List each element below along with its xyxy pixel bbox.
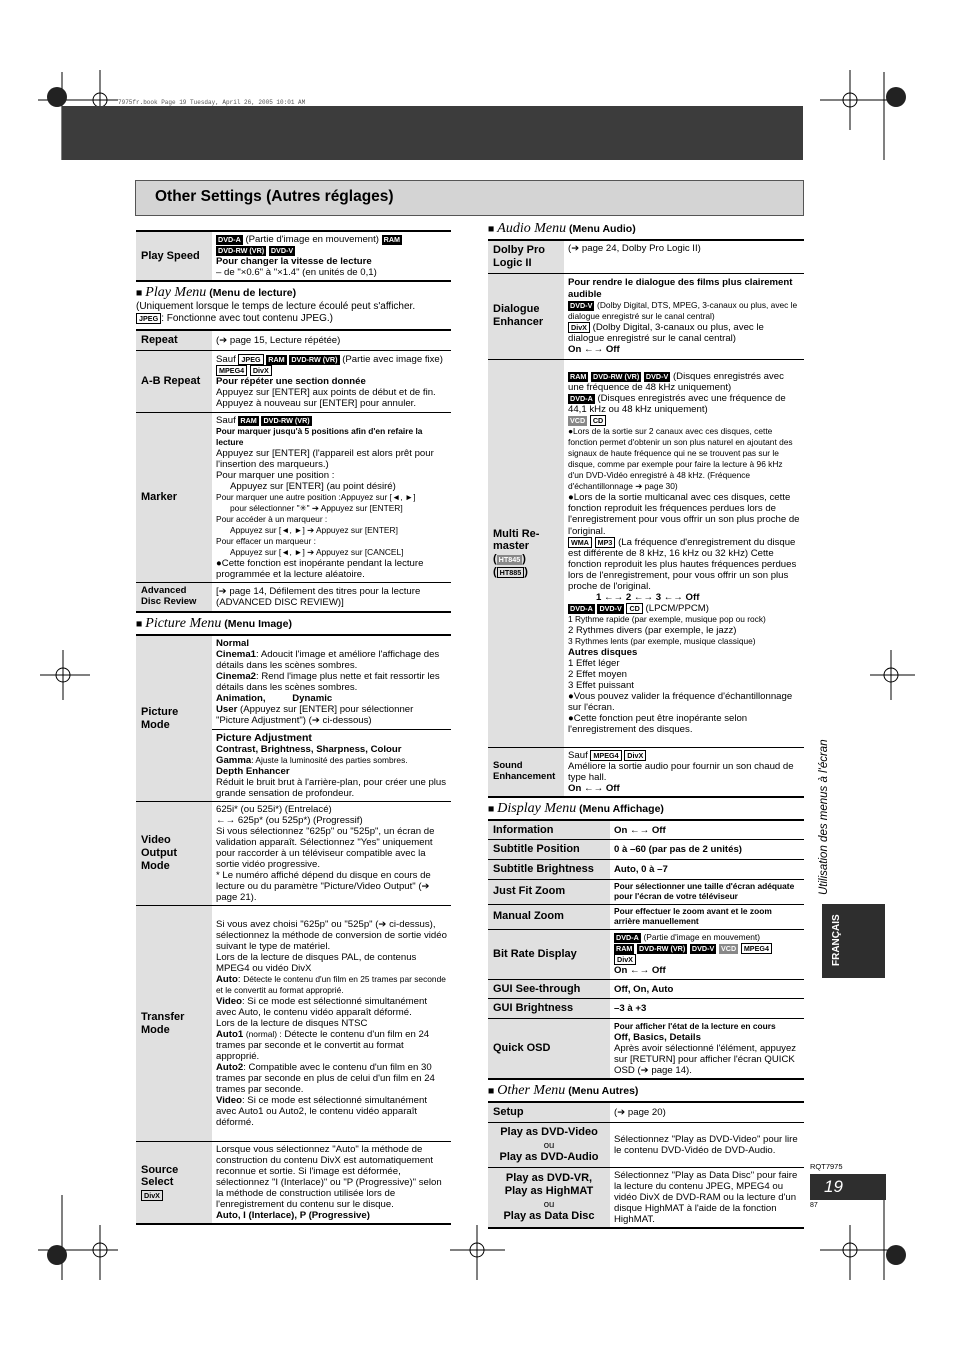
picture-menu-table: Picture Mode Normal Cinema1: Adoucit l'image et améliore l'affichage des détails dans les scènes sombres. Cinema2: Rend l'image plus nette et fait ressortir les détails dans les scènes sombres. Animation, Dynamic User (Appuyez sur [ENTER] pour sélectionner "Picture Adjustment") (➔ ci-dessous) Picture Adjustment Contrast, Brightness, Sharpness, Colour Gamma: Ajuste la luminosité des parties sombres. Depth Enhancer Réduit le bruit brut à l'arrière-plan, pour créer une plus grande sensation de profondeur. Video Output Mode 625i* (ou 525i*) (Entrelacé) ←→ 625p* (ou 525p*) (Progressif) Si vous sélectionnez "625p" ou "525p", un écran de validation apparaît. Sélectionnez "Yes" uniquement pour raccorder à un téléviseur compatible avec la sortie vidéo progressive. * Le numéro affiché dépend du disque en cours de lecture ou du paramètre "Picture/Video Output" (➔ page 21). Transfer Mode Si vous avez choisi "625p" ou "525p" (➔ ci-dessus), sélectionnez la méthode de conversion de sortie vidéo suivant le type de matériel. Lors de la lecture de disques PAL, de contenus MPEG4 ou vidéo DivX Auto: Détecte le contenu d'un film en 25 trames par seconde et le convertit au format approprié. Video: Si ce mode est sélectionné simultanément avec Auto, le contenu vidéo apparaît déformé. Lors de la lecture de disques NTSC Auto1 (normal) : Détecte le contenu d'un film en 24 trames par seconde et le convertit au format approprié. Auto2: Compatible avec le contenu d'un film en 30 trames par seconde en plus de celui d'un film en 24 trames par seconde. Video: Si ce mode est sélectionné simultanément avec Auto1 ou Auto2, le contenu vidéo apparaît déformé. Source Select DivX Lorsque vous sélectionnez "Auto" la méthode de construction du contenu DivX est automatiquement reconnue et sortie. Si l'image est déformée, sélectionnez "I (Interlace)" ou "P (Progressive)" selon la méthode de construction utilisée lors de l'enregistrement du contenu sur le disque. Auto, I (Interlace), P (Progressive) — [136, 634, 451, 1225]
page-number: 19 — [810, 1174, 886, 1200]
row-label: Play Speed — [136, 231, 212, 281]
left-column — [136, 230, 451, 1225]
right-column — [488, 221, 804, 1229]
doc-code: RQT7975 — [810, 1162, 843, 1171]
section-vertical-label: Utilisation des menus à l'écran — [818, 739, 830, 895]
picture-menu-heading: ■ Picture Menu (Menu Image) — [136, 616, 292, 632]
audio-menu-heading: ■ Audio Menu (Menu Audio) — [488, 221, 636, 236]
play-menu-note: (Uniquement lorsque le temps de lecture écoulé peut s'afficher. JPEG : Fonctionne avec tout contenu JPEG.) — [136, 301, 416, 325]
file-info: 7975fr.book Page 19 Tuesday, April 26, 2005 10:01 AM — [118, 99, 306, 106]
language-tab: FRANÇAIS — [822, 904, 885, 978]
audio-menu-table: Dolby Pro Logic II (➔ page 24, Dolby Pro Logic II) Dialogue Enhancer Pour rendre le dialogue des films plus clairement audible DVD-V (Dolby Digital, DTS, MPEG, 3-canaux ou plus, avec le dialogue enregistré sur le canal central) DivX (Dolby Digital, 3-canaux ou plus, avec le dialogue enregistré sur le canal central) On ←→ Off Multi Re-master ( HT845 ) ( HT885 ) RAM DVD-RW (VR) DVD-V (Disques enregistrés avec une fréquence de 48 kHz uniquement) DVD-A (Disques enregistrés avec une fréquence de 44,1 kHz ou 48 kHz uniquement) VCD CD ●Lors de la sortie sur 2 canaux avec ces disques, cette fonction permet d'obtenir un son plus naturel en ajoutant des signaux de haute fréquence qui ne se trouvent pas sur le disque, comme par exemple pour faire la lecture à 96 kHz d'un DVD-Vidéo enregistré à 48 kHz. (Fréquence d'échantillonnage ➔ page 30) ●Lors de la sortie multicanal avec ces disques, cette fonction reproduit les fréquences perdues lors de l'enregistrement pour vous offrir un son plus proche de l'original. WMA MP3 (La fréquence d'enregistrement du disque est différente de 8 kHz, 16 kHz ou 32 kHz) Cette fonction reproduit les plus hautes fréquences perdues lors de l'enregistrement, pour vous offrir un son plus proche de l'original. 1 ←→ 2 ←→ 3 ←→ Off DVD-A DVD-V CD (LPCM/PPCM) 1 Rythme rapide (par exemple, musique pop ou rock) 2 Rythmes divers (par exemple, le jazz) 3 Rythmes lents (par exemple, musique classique) Autres disques 1 Effet léger 2 Effet moyen 3 Effet puissant ●Vous pouvez valider la fréquence d'échantillonnage sur l'écran. ●Cette fonction peut être inopérante selon l'enregistrement des disques. Sound Enhancement Sauf MPEG4 DivX Améliore la sortie audio pour fournir un son chaud de type hall. On ←→ Off — [488, 239, 804, 798]
play-menu-table: Repeat (➔ page 15, Lecture répétée) A-B Repeat Sauf JPEG RAM DVD-RW (VR) (Partie avec image fixe) MPEG4 DivX Pour répéter une section donnée Appuyez sur [ENTER] aux points de début et de fin. Appuyez à nouveau sur [ENTER] pour annuler. Marker Sauf RAM DVD-RW (VR) Pour marquer jusqu'à 5 positions afin d'en refaire la lecture Appuyez sur [ENTER] (l'appareil est alors prêt pour l'insertion des marqueurs.) Pour marquer une position : Appuyez sur [ENTER] (au point désiré) Pour marquer une autre position :Appuyez sur [◄, ►] pour sélectionner "✳" ➔ Appuyez sur [ENTER] Pour accéder à un marqueur : Appuyez sur [◄, ►] ➔ Appuyez sur [ENTER] Pour effacer un marqueur : Appuyez sur [◄, ►] ➔ Appuyez sur [CANCEL] ●Cette fonction est inopérante pendant la lecture programmée et la lecture aléatoire. Advanced Disc Review [➔ page 14, Défilement des titres pour la lecture (ADVANCED DISC REVIEW)] — [136, 329, 451, 613]
small-number: 87 — [810, 1202, 818, 1209]
disc-tag: DVD-A — [218, 235, 241, 244]
display-menu-table: Information On ←→ Off Subtitle Position 0 à –60 (par pas de 2 unités) Subtitle Brightness Auto, 0 à –7 Just Fit Zoom Pour sélectionner une taille d'écran adéquate pour l'écran de votre téléviseur Manual Zoom Pour effectuer le zoom avant et le zoom arrière manuellement Bit Rate Display DVD-A (Partie d'image en mouvement) RAM DVD-RW (VR) DVD-V VCD MPEG4 DivX On ←→ Off GUI See-through Off, On, Auto GUI Brightness –3 à +3 Quick OSD Pour afficher l'état de la lecture en cours Off, Basics, Details Après avoir sélectionné l'élément, appuyez sur [RETURN] pour afficher l'écran QUICK OSD (➔ page 14). — [488, 819, 804, 1080]
play-speed-table: Play Speed DVD-A (Partie d'image en mouvement) RAM DVD-RW (VR) DVD-V Pour changer la vitesse de lecture – de "×0.6" à "×1.4" (en unités de 0,1) — [136, 230, 451, 282]
page-title: Other Settings (Autres réglages) — [135, 180, 804, 216]
play-menu-heading: ■ Play Menu (Menu de lecture) — [136, 285, 297, 301]
header-bar — [62, 106, 803, 160]
display-menu-heading: ■ Display Menu (Menu Affichage) — [488, 800, 664, 816]
other-menu-table: Setup (➔ page 20) Play as DVD-Video ou Play as DVD-Audio Sélectionnez "Play as DVD-Video" pour lire le contenu DVD-Vidéo de DVD-Audio. Play as DVD-VR, Play as HighMAT ou Play as Data Disc Sélectionnez "Play as Data Disc" pour faire la lecture du contenu JPEG, MPEG4 ou vidéo DivX de DVD-RAM ou la lecture d'un disque HighMAT à l'aide de la fonction HighMAT. — [488, 1101, 804, 1229]
other-menu-heading: ■ Other Menu (Menu Autres) — [488, 1083, 639, 1099]
